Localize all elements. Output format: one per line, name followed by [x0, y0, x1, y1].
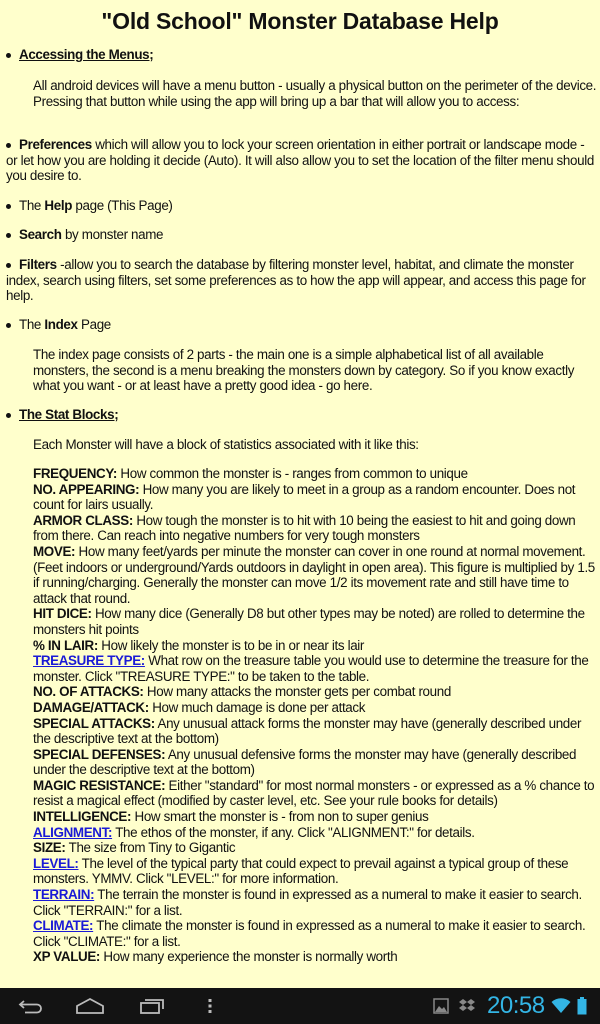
dropbox-icon [458, 998, 476, 1014]
stat-hit-dice: HIT DICE: How many dice (Generally D8 but other types may be noted) are rolled to determine the monsters hit points [33, 606, 585, 637]
menus-intro: All android devices will have a menu button - usually a physical button on the perimeter of the device. Pressing that button while using the app will bring up a bar that will allow you to access: [33, 78, 597, 109]
stat-no-appearing: NO. APPEARING: How many you are likely to meet in a group as a random encounter. Does not count for lairs usually. [33, 481, 576, 513]
menu-icon [207, 998, 213, 1014]
stat-size: SIZE: The size from Tiny to Gigantic [33, 840, 236, 856]
recent-apps-button[interactable] [132, 988, 172, 1024]
stat-terrain: TERRAIN: The terrain the monster is found in expressed as a numeral to make it easier to search. Click "TERRAIN:" for a list. [33, 887, 582, 918]
stat-no-of-attacks: NO. OF ATTACKS: How many attacks the monster gets per combat round [33, 684, 451, 700]
system-bar [0, 988, 600, 1024]
battery-status [574, 988, 590, 1024]
stat-in-lair: % IN LAIR: How likely the monster is to be in or near its lair [33, 637, 365, 653]
index-description: The index page consists of 2 parts - the main one is a simple alphabetical list of all available monsters, the second is a menu breaking the monsters down by category. So if you know exactly what you want - or at least have a pretty good idea - go here. [33, 347, 575, 394]
gallery-notification[interactable] [430, 988, 452, 1024]
dropbox-notification[interactable] [456, 988, 478, 1024]
stat-armor-class: ARMOR CLASS: How tough the monster is to hit with 10 being the easiest to hit and going down from there. Can reach into negative numbers for very tough monsters [33, 512, 576, 544]
stat-damage-attack: DAMAGE/ATTACK: How much damage is done per attack [33, 699, 366, 715]
treasure-type-link[interactable]: TREASURE TYPE: [33, 653, 145, 669]
stat-intelligence: INTELLIGENCE: How smart the monster is - from non to super genius [33, 809, 429, 825]
stat-special-defenses: SPECIAL DEFENSES: Any unusual defensive forms the monster may have (generally described under the descriptive text at the bottom) [33, 746, 577, 778]
stat-frequency: FREQUENCY: How common the monster is - ranges from common to unique [33, 466, 468, 481]
stat-xp-value: XP VALUE: How many experience the monster is normally worth [33, 949, 398, 965]
list-item-filters: Filters -allow you to search the database by filtering monster level, habitat, and climate the monster index, search using filters, set some preferences as to how the app will appear, and access this page for help. [6, 257, 596, 304]
wifi-icon [551, 998, 571, 1014]
section-heading-menus: Accessing the Menus; [19, 47, 154, 62]
home-button[interactable] [70, 988, 110, 1024]
stat-list [33, 466, 598, 965]
terrain-link[interactable]: TERRAIN: [33, 887, 95, 903]
home-icon [75, 997, 105, 1015]
alignment-link[interactable]: ALIGNMENT: [33, 824, 113, 840]
level-link[interactable]: LEVEL: [33, 855, 79, 871]
climate-link[interactable]: CLIMATE: [33, 918, 94, 934]
section-heading-stat-blocks: The Stat Blocks; [19, 407, 119, 422]
back-icon [17, 997, 45, 1015]
list-item-search: Search by monster name [6, 227, 596, 243]
wifi-status [550, 988, 572, 1024]
stat-treasure-type: TREASURE TYPE: What row on the treasure table you would use to determine the treasure for the monster. Click "TREASURE TYPE:" to be taken to the table. [33, 653, 589, 684]
recent-apps-icon [138, 997, 166, 1015]
list-item-index: The Index Page [6, 317, 596, 333]
clock: 20:58 [487, 992, 545, 1019]
battery-icon [577, 997, 587, 1015]
stat-move: MOVE: How many feet/yards per minute the monster can cover in one round at normal movement. (Feet indoors or underground/Yards outdoors in daylight in open area). This figure is multiplied by 1.5 if running/charging. Generally the monster can move 1/2 its movement rate and still have time to attack that round. [33, 543, 595, 606]
menu-button[interactable] [198, 988, 222, 1024]
gallery-icon [433, 998, 449, 1014]
stat-magic-resistance: MAGIC RESISTANCE: Either "standard" for most normal monsters - or expressed as a % chance to resist a magical effect (modified by caster level, etc. See your rule books for details) [33, 777, 595, 809]
stat-level: LEVEL: The level of the typical party that could expect to prevail against a typical group of these monsters. YMMV. Click "LEVEL:" for more information. [33, 855, 569, 887]
stat-alignment: ALIGNMENT: The ethos of the monster, if any. Click "ALIGNMENT:" for details. [33, 824, 475, 840]
back-button[interactable] [10, 988, 52, 1024]
stat-blocks-intro: Each Monster will have a block of statistics associated with it like this: [33, 437, 419, 452]
list-item-help: The Help page (This Page) [6, 198, 596, 214]
list-item-preferences: Preferences which will allow you to lock your screen orientation in either portrait or landscape mode - or let how you are holding it decide (Auto). It will also allow you to set the location of the filter menu should you desire to. [6, 137, 596, 184]
page-title: "Old School" Monster Database Help [101, 8, 499, 34]
stat-special-attacks: SPECIAL ATTACKS: Any unusual attack forms the monster may have (generally described under the descriptive text at the bottom) [33, 715, 582, 747]
stat-climate: CLIMATE: The climate the monster is found in expressed as a numeral to make it easier to search. Click "CLIMATE:" for a list. [33, 918, 586, 949]
